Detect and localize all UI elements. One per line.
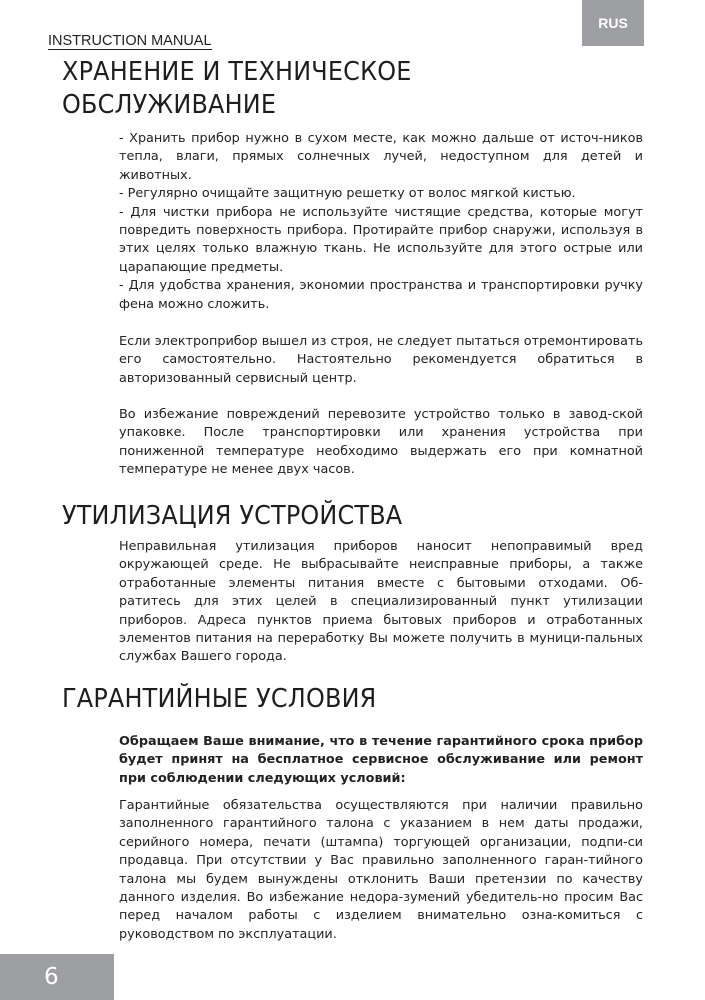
disposal-paragraph: Неправильная утилизация приборов наносит непоправимый вред окружающей среде. Не выбрасывайте неисправные приборы, а также отработанные элементы питания вместе с бытовыми отходами. Об-ратитесь для этих целей в специализированный пункт утилизации приборов. Адреса пунктов приема бытовых приборов и отработанных элементов питания на переработку Вы можете получить в муници-пальных службах Вашего города. — [119, 539, 643, 665]
section-title-disposal: УТИЛИЗАЦИЯ УСТРОЙСТВА — [62, 501, 403, 531]
transport-paragraph: Во избежание повреждений перевозите устройство только в завод-ской упаковке. После транспортировки или хранения устройства при пониженной температуре необходимо выдержать его при комнатной температуре не менее двух часов. — [119, 407, 643, 478]
section-title-storage: ХРАНЕНИЕ И ТЕХНИЧЕСКОЕ — [62, 57, 412, 87]
language-tab: RUS — [582, 0, 644, 46]
repair-paragraph-block — [119, 333, 643, 388]
bullet-item: - Хранить прибор нужно в сухом месте, как можно дальше от источ-ников тепла, влаги, прямых солнечных лучей, недоступном для детей и животных. — [119, 131, 643, 183]
section-title-warranty: ГАРАНТИЙНЫЕ УСЛОВИЯ — [62, 684, 377, 714]
bullet-item: - Регулярно очищайте защитную решетку от волос мягкой кистью. — [119, 186, 576, 202]
warranty-paragraph: Гарантийные обязательства осуществляются при наличии правильно заполненного гарантийного талона с указанием в нем даты продажи, серийного номера, печати (штампа) торгующей организации, подпи-си продавца. При отсутствии у Вас правильно заполненного гаран-тийного талона мы будем вынуждены отклонить Ваши претензии по качеству данного изделия. Во избежание недора-зумений убедитель-но просим Вас перед началом работы с изделием внимательно озна-комиться с руководством по эксплуатации. — [119, 798, 643, 942]
warranty-paragraph-block — [119, 797, 643, 944]
repair-paragraph: Если электроприбор вышел из строя, не следует пытаться отремонтировать его самостоятельно. Настоятельно рекомендуется обратиться в авторизованный сервисный центр. — [119, 334, 643, 386]
bullet-item: - Для чистки прибора не используйте чистящие средства, которые могут повредить поверхность прибора. Протирайте прибор снаружи, используя в этих целях только влажную ткань. Не используйте для этого острые или царапающие предметы. — [119, 204, 643, 275]
section-title-storage-line2: ОБСЛУЖИВАНИЕ — [62, 90, 277, 120]
bullet-item: - Для удобства хранения, экономии пространства и транспортировки ручку фена можно сложить. — [119, 278, 643, 312]
warranty-intro-block — [119, 733, 643, 788]
storage-bullets — [119, 130, 643, 314]
warranty-bold-intro: Обращаем Ваше внимание, что в течение гарантийного срока прибор будет принят на бесплатное сервисное обслуживание или ремонт при соблюдении следующих условий: — [119, 734, 643, 786]
header-label: INSTRUCTION MANUAL — [48, 33, 212, 49]
disposal-paragraph-block — [119, 538, 643, 667]
page-number: 6 — [0, 954, 114, 1000]
transport-paragraph-block — [119, 406, 643, 480]
